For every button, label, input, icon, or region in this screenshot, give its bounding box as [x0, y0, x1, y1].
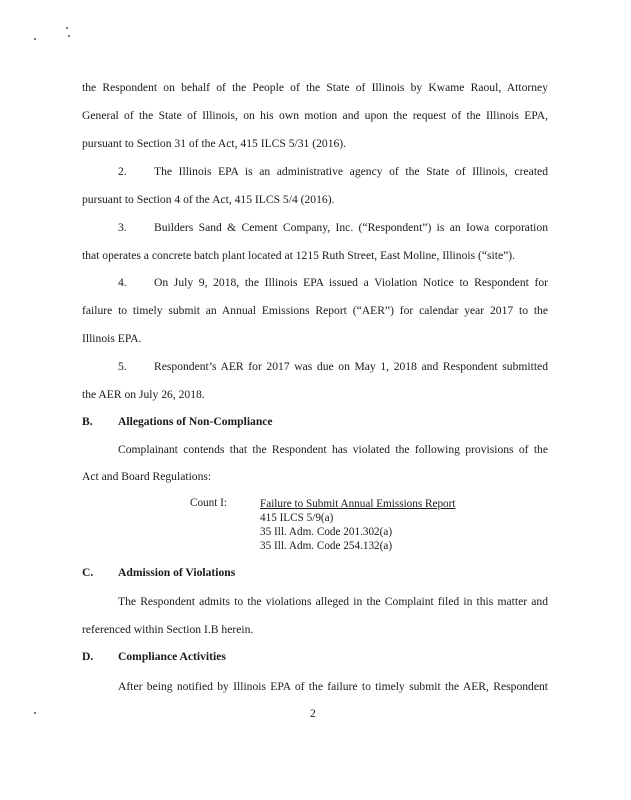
section-letter: C. — [82, 566, 94, 579]
paragraph-number: 4. — [118, 276, 127, 289]
citation: 35 Ill. Adm. Code 201.302(a) — [260, 526, 393, 538]
paragraph-number: 5. — [118, 360, 127, 373]
body-text-line: Builders Sand & Cement Company, Inc. (“Respondent”) is an Iowa corporation — [154, 221, 548, 234]
section-heading: Admission of Violations — [118, 566, 236, 579]
body-text-line: Illinois EPA. — [82, 332, 142, 345]
citation: 415 ILCS 5/9(a) — [260, 512, 334, 524]
body-text-line: the Respondent on behalf of the People of the State of Illinois by Kwame Raoul, Attorney — [82, 81, 548, 94]
body-text-line: the AER on July 26, 2018. — [82, 388, 205, 401]
body-text-line: referenced within Section I.B herein. — [82, 623, 254, 636]
count-title: Failure to Submit Annual Emissions Report — [260, 498, 456, 510]
body-text-line: General of the State of Illinois, on his own motion and upon the request of the Illinois EPA, — [82, 109, 548, 122]
section-letter: D. — [82, 650, 94, 663]
scan-speck — [68, 35, 70, 37]
body-text-line: failure to timely submit an Annual Emissions Report (“AER”) for calendar year 2017 to the — [82, 304, 548, 317]
body-text-line: pursuant to Section 31 of the Act, 415 ILCS 5/31 (2016). — [82, 137, 347, 150]
body-text-line: On July 9, 2018, the Illinois EPA issued a Violation Notice to Respondent for — [154, 276, 548, 289]
count-label: Count I: — [190, 497, 227, 509]
section-heading: Allegations of Non-Compliance — [118, 415, 273, 428]
body-text-line: Respondent’s AER for 2017 was due on May 1, 2018 and Respondent submitted — [154, 360, 548, 373]
body-text-line: After being notified by Illinois EPA of the failure to timely submit the AER, Respondent — [118, 680, 548, 693]
body-text-line: that operates a concrete batch plant located at 1215 Ruth Street, East Moline, Illinois (“site”). — [82, 249, 516, 262]
citation: 35 Ill. Adm. Code 254.132(a) — [260, 540, 393, 552]
paragraph-number: 3. — [118, 221, 127, 234]
page-number: 2 — [310, 707, 316, 720]
scan-speck — [66, 27, 68, 29]
scan-speck — [34, 38, 36, 40]
section-heading: Compliance Activities — [118, 650, 226, 663]
paragraph-number: 2. — [118, 165, 127, 178]
body-text-line: The Illinois EPA is an administrative agency of the State of Illinois, created — [154, 165, 548, 178]
body-text-line: pursuant to Section 4 of the Act, 415 ILCS 5/4 (2016). — [82, 193, 335, 206]
body-text-line: Complainant contends that the Respondent has violated the following provisions of the — [118, 443, 548, 456]
body-text-line: Act and Board Regulations: — [82, 470, 212, 483]
body-text-line: The Respondent admits to the violations alleged in the Complaint filed in this matter and — [118, 595, 548, 608]
section-letter: B. — [82, 415, 93, 428]
scan-speck — [34, 712, 36, 714]
